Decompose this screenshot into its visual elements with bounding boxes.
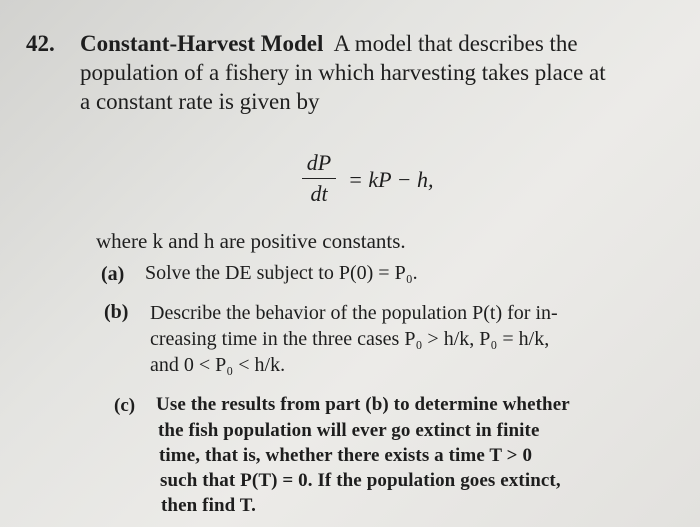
intro-line-3: a constant rate is given by (80, 89, 320, 114)
problem-heading (80, 31, 578, 57)
part-c-line-3: time, that is, whether there exists a time T > 0 (159, 445, 533, 466)
part-a-line-1: Solve the DE subject to P(0) = P₀. (145, 262, 418, 284)
fraction-denominator: dt (310, 181, 328, 206)
problem-title: Constant-Harvest Model (80, 31, 324, 56)
part-b-line-2: creasing time in the three cases P₀ > h/k, P₀ = h/k, (150, 328, 550, 350)
part-a-label: (a) (101, 263, 125, 285)
part-c-line-5: then find T. (161, 495, 257, 516)
part-c-line-1: Use the results from part (b) to determine whether (156, 394, 570, 415)
intro-line-2: population of a fishery in which harvesting takes place at (80, 60, 606, 85)
derivative-fraction (300, 150, 338, 207)
fraction-bar (302, 178, 336, 179)
part-c-label: (c) (114, 395, 136, 416)
part-b-label: (b) (104, 301, 129, 323)
fraction-numerator: dP (306, 150, 332, 175)
part-b-line-1: Describe the behavior of the population P(t) for in- (150, 302, 558, 324)
where-statement: where k and h are positive constants. (96, 229, 406, 253)
part-c-line-2: the fish population will ever go extinct in finite (158, 420, 540, 441)
part-b-line-3: and 0 < P₀ < h/k. (150, 354, 286, 376)
equation-rhs: = kP − h, (348, 167, 434, 192)
problem-number: 42. (26, 31, 55, 56)
intro-line-1: A model that describes the (333, 31, 578, 56)
part-c-line-4: such that P(T) = 0. If the population goes extinct, (160, 470, 561, 491)
